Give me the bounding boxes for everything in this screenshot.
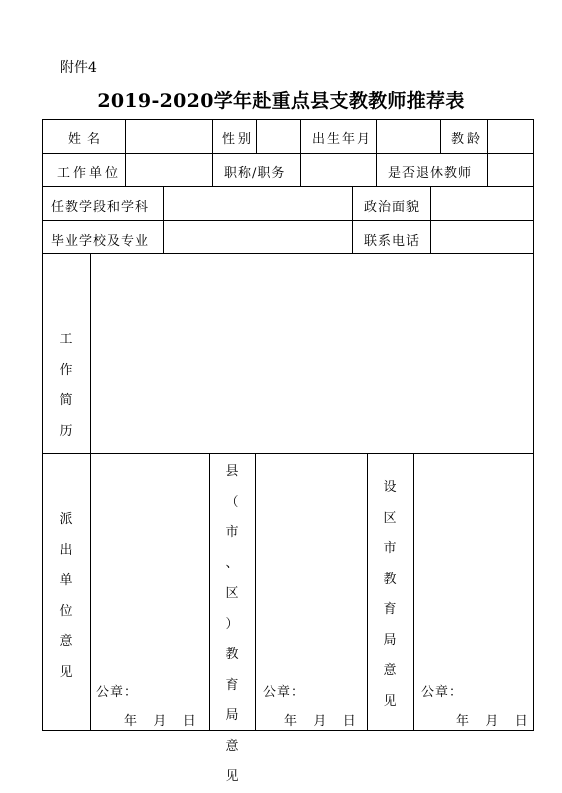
col-divider (256, 119, 257, 153)
row-divider (42, 220, 534, 221)
name-label: 姓名 (68, 132, 107, 147)
attachment-label: 附件4 (60, 60, 97, 76)
county-seal: 公章： (263, 685, 306, 700)
phone-label: 联系电话 (364, 234, 421, 249)
birth-label: 出生年月 (312, 132, 373, 147)
col-divider (255, 453, 256, 731)
sending-unit-opinion-label: 派 出 单 位 意 见 (59, 512, 73, 680)
col-divider (90, 253, 91, 731)
subject-label: 任教学段和学科 (51, 200, 150, 215)
col-divider (212, 119, 213, 186)
col-divider (440, 119, 441, 153)
row-divider (42, 253, 534, 254)
title-post-label: 职称/职务 (224, 166, 286, 181)
teaching-years-label: 教龄 (451, 132, 484, 147)
sending-unit-seal: 公章： (96, 685, 139, 700)
city-bureau-opinion-label: 设 区 市 教 育 局 意 见 (383, 480, 397, 709)
gender-label: 性别 (222, 132, 255, 147)
col-divider (413, 453, 414, 731)
row-divider (42, 153, 534, 154)
form-title: 2019-2020学年赴重点县支教教师推荐表 (97, 90, 465, 112)
school-major-label: 毕业学校及专业 (51, 234, 150, 249)
political-label: 政治面貌 (364, 200, 421, 215)
sending-unit-date: 年 月 日 (124, 714, 197, 729)
county-date: 年 月 日 (284, 714, 357, 729)
col-divider (125, 119, 126, 186)
retired-label: 是否退休教师 (388, 166, 473, 181)
row-divider (42, 186, 534, 187)
city-date: 年 月 日 (456, 714, 529, 729)
col-divider (163, 186, 164, 253)
col-divider (487, 119, 488, 186)
workplace-label: 工作单位 (57, 166, 122, 181)
col-divider (352, 186, 353, 253)
county-bureau-opinion-label: 县 （ 市 、 区 ） 教 育 局 意 见 (225, 464, 239, 784)
col-divider (300, 119, 301, 186)
col-divider (376, 119, 377, 186)
resume-label: 工 作 简 历 (59, 332, 73, 439)
city-seal: 公章： (421, 685, 464, 700)
row-divider (42, 453, 534, 454)
col-divider (430, 186, 431, 253)
